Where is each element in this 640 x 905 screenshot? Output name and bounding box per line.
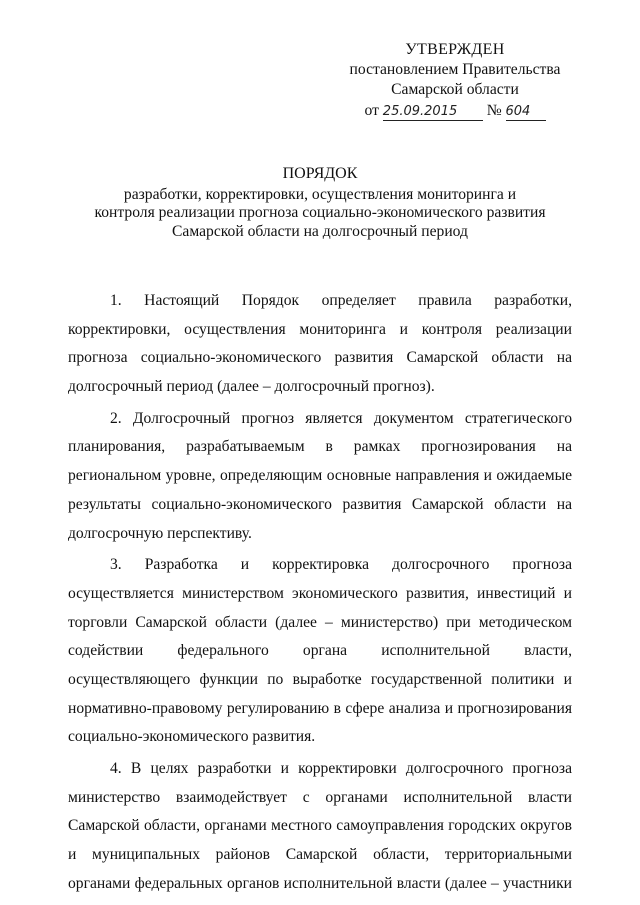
- paragraph: [68, 551, 572, 752]
- paragraph-line: социально-экономического развития.: [68, 728, 316, 746]
- paragraph-line: 4. В целях разработки и корректировки долгосрочного прогноза: [110, 760, 572, 777]
- paragraph-line: долгосрочный период (далее – долгосрочный прогноз).: [68, 378, 435, 396]
- paragraph-line: региональном уровне, определяющим основные направления и ожидаемые: [68, 467, 572, 485]
- paragraph-line: министерство взаимодействует с органами исполнительной власти: [68, 788, 572, 806]
- paragraph-line: результаты социально-экономического развития Самарской области на: [68, 495, 572, 513]
- paragraph-line: прогноза социально-экономического развития Самарской области на: [68, 349, 572, 367]
- paragraph: [68, 287, 572, 402]
- paragraph-line: Самарской области, органами местного самоуправления городских округов: [68, 817, 572, 835]
- paragraph-line: торговли Самарской области (далее – министерство) при методическом: [68, 613, 572, 631]
- approval-date-row: [330, 101, 580, 121]
- title-line: Самарской области на долгосрочный период: [172, 222, 468, 240]
- paragraph-line: 2. Долгосрочный прогноз является документом стратегического: [110, 409, 572, 427]
- approval-stamp: [330, 40, 580, 121]
- paragraph: [68, 755, 572, 898]
- title-main: ПОРЯДОК: [282, 165, 358, 182]
- paragraph-line: 1. Настоящий Порядок определяет правила разработки,: [110, 292, 572, 309]
- paragraph-line: органами федеральных органов исполнительной власти (далее – участники: [68, 874, 572, 892]
- paragraph-line: осуществляется министерством экономического развития, инвестиций и: [68, 584, 572, 602]
- approval-line: Самарской области: [391, 81, 519, 98]
- paragraph-line: 3. Разработка и корректировка долгосрочного прогноза: [110, 556, 572, 574]
- paragraph-line: планирования, разрабатываемым в рамках прогнозирования на: [68, 438, 572, 456]
- document-title: [60, 165, 580, 241]
- handwritten-number: 604: [505, 104, 531, 119]
- title-line: разработки, корректировки, осуществления мониторинга и: [123, 185, 517, 203]
- paragraph-line: корректировки, осуществления мониторинга и контроля реализации: [68, 320, 572, 338]
- paragraph-line: осуществляющего функции по выработке государственной политики и: [68, 670, 572, 688]
- approval-heading: УТВЕРЖДЕН: [405, 41, 505, 58]
- document-body: [68, 287, 572, 901]
- paragraph-line: долгосрочную перспективу.: [68, 524, 252, 542]
- paragraph: [68, 405, 572, 548]
- paragraph-line: и муниципальных районов Самарской области, территориальными: [68, 846, 572, 864]
- paragraph-line: содействии федерального органа исполнительной власти,: [68, 642, 572, 660]
- handwritten-date: 25.09.2015: [382, 104, 458, 119]
- date-prefix: от: [364, 102, 379, 119]
- title-line: контроля реализации прогноза социально-экономического развития: [94, 204, 546, 221]
- approval-line: постановлением Правительства: [349, 61, 561, 78]
- paragraph-line: нормативно-правовому регулированию в сфере анализа и прогнозирования: [68, 699, 572, 717]
- number-prefix: №: [486, 102, 502, 119]
